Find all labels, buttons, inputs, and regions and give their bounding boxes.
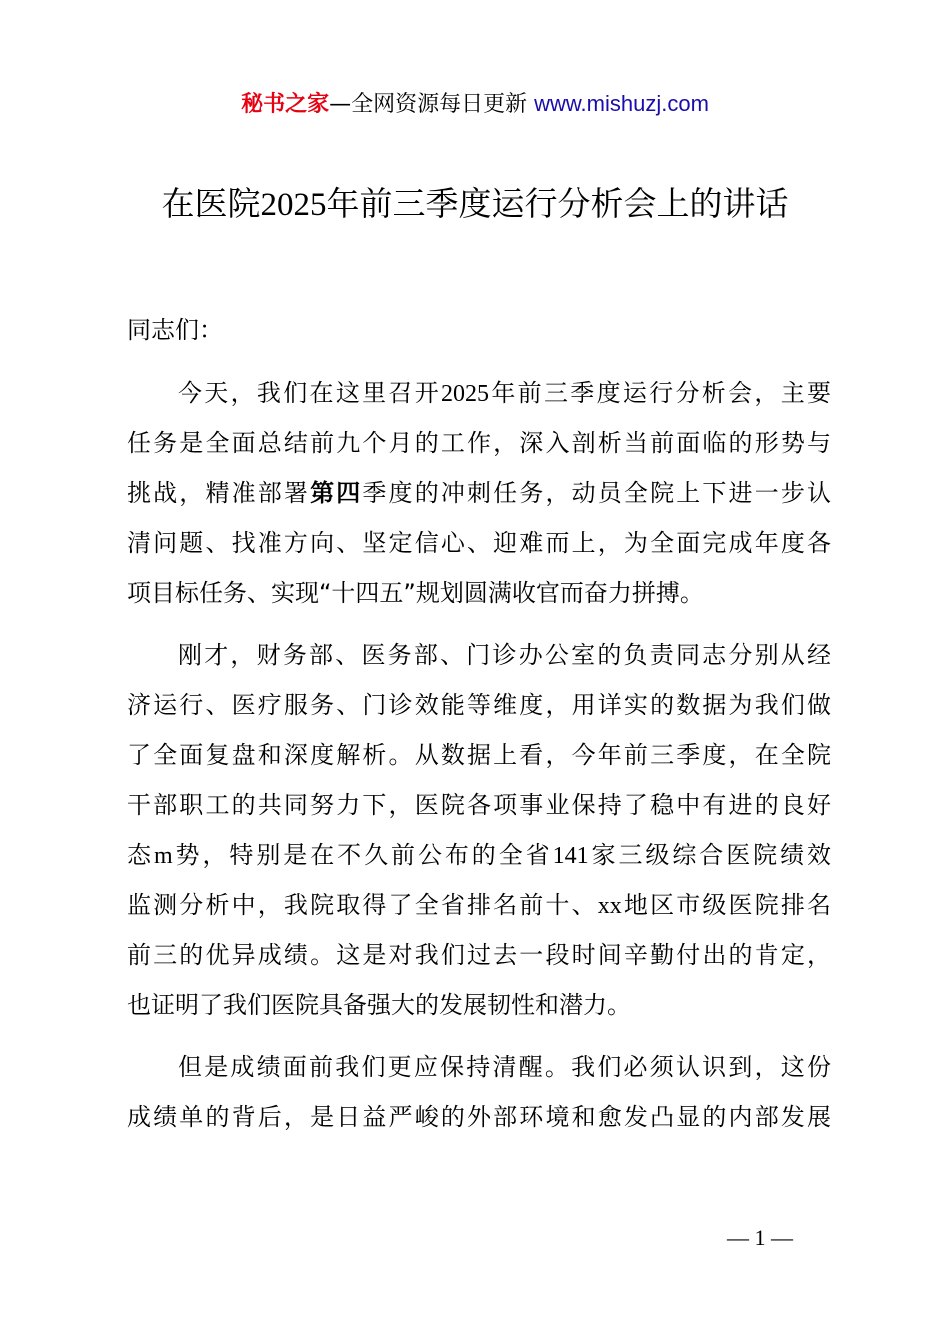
paragraph-1-line-3 [127,473,831,513]
text-fragment: 地区市级医院排名 [621,891,832,919]
stray-letter: m [153,843,173,869]
paragraph-2-line-6 [127,885,831,926]
paragraph-2-line-5 [127,835,831,876]
paragraph-2-line-7: 前三的优异成绩。这是对我们过去一段时间辛勤付出的肯定， [127,941,831,969]
paragraph-1-line-2: 任务是全面总结前九个月的工作，深入剖析当前面临的形势与 [127,429,831,457]
text-fragment: 监测分析中，我院取得了全省排名前十、 [127,891,598,919]
text-fragment: 季度的冲刺任务，动员全院上下进一步认 [362,479,832,507]
text-fragment: 今天，我们在这里召开 [178,379,442,407]
text-fragment: 态 [127,841,154,869]
text-fragment: 势，特别是在不久前公布的全省 [172,841,553,869]
title-part-1: 在医院 [161,184,261,223]
paragraph-1-line-4: 清问题、找准方向、坚定信心、迎难而上，为全面完成年度各 [127,529,831,557]
paragraph-2-line-8: 也证明了我们医院具备强大的发展韧性和潜力。 [127,991,631,1019]
paragraph-2-line-2: 济运行、医疗服务、门诊效能等维度，用详实的数据为我们做 [127,691,831,719]
site-header [0,88,950,121]
paragraph-1-line-5: 项目标任务、实现“十四五”规划圆满收官而奋力拼搏。 [127,579,704,607]
brand-name: 秘书之家 [241,92,330,117]
paragraph-3-line-1: 但是成绩面前我们更应保持清醒。我们必须认识到，这份 [178,1053,831,1081]
paragraph-2-line-3: 了全面复盘和深度解析。从数据上看，今年前三季度，在全院 [127,741,831,769]
hospital-count: 141 [552,843,589,869]
page-number: — 1 — [727,1225,793,1250]
site-url-link[interactable]: www.mishuzj.com [534,91,709,116]
region-placeholder: xx [597,893,622,919]
title-part-2: 年前三季度运行分析会上的讲话 [326,184,789,223]
year-number: 2025 [441,381,490,407]
title-year: 2025 [260,187,327,223]
text-fragment: 家三级综合医院绩效 [588,841,832,869]
bold-text: 第四 [310,479,363,507]
text-fragment: 挑战，精准部署 [127,479,311,507]
greeting: 同志们： [127,316,223,344]
paragraph-2-line-1: 刚才，财务部、医务部、门诊办公室的负责同志分别从经 [178,641,831,669]
paragraph-2-line-4: 干部职工的共同努力下，医院各项事业保持了稳中有进的良好 [127,791,831,819]
header-tagline: —全网资源每日更新 [329,92,528,117]
paragraph-3-line-2: 成绩单的背后，是日益严峻的外部环境和愈发凸显的内部发展 [127,1103,831,1131]
document-title [0,182,950,227]
paragraph-1-line-1 [178,373,831,414]
text-fragment: 年前三季度运行分析会，主要 [489,379,832,407]
